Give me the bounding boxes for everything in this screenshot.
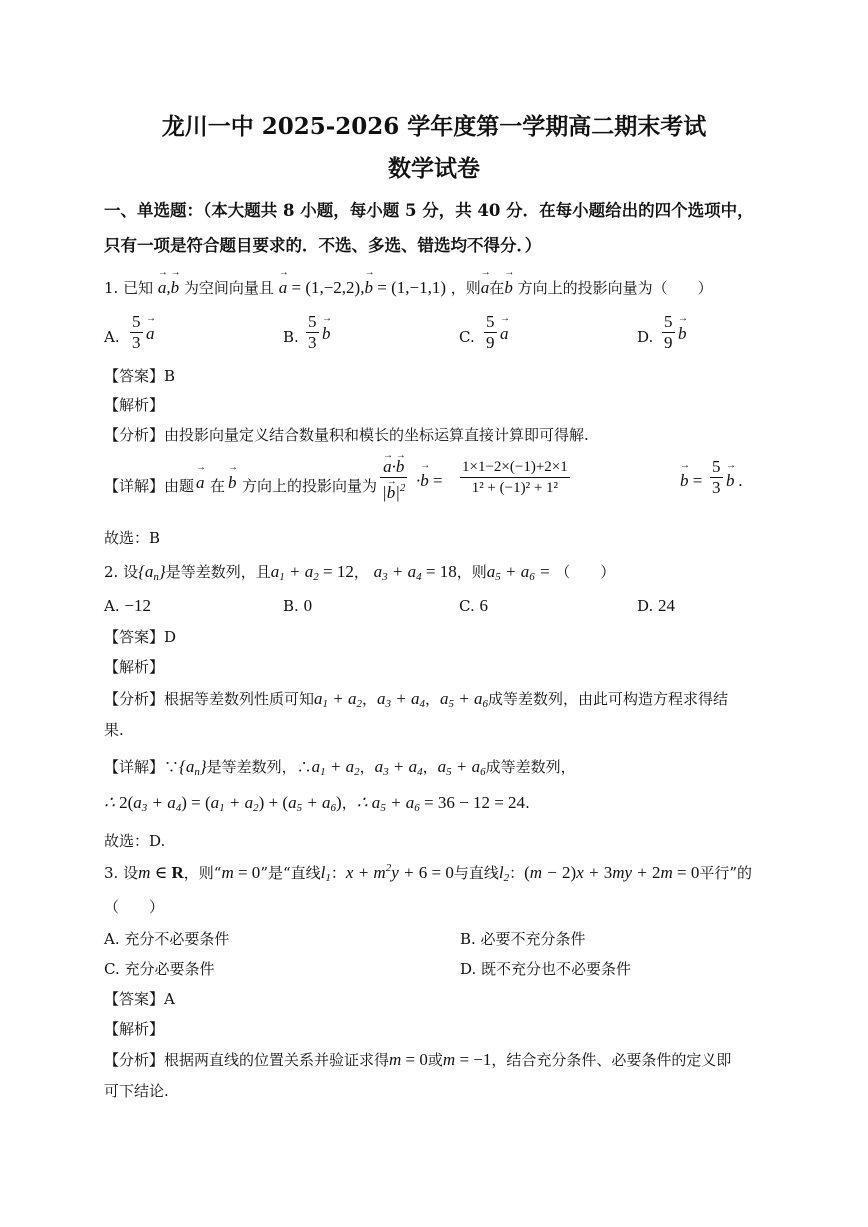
q3-analysis-heading: 【解析】 [104,1020,165,1038]
q1-conclusion: 故选：B [104,529,161,547]
q1-fenxi: 【分析】由投影向量定义结合数量积和模长的坐标运算直接计算即可得解. [104,426,589,444]
q1-vectors: → a,→ b [158,278,179,297]
q1-analysis-heading: 【解析】 [104,396,165,414]
q2-conclusion: 故选：D. [104,832,166,850]
q1-xiangjie: 【详解】由题 → a 在 → b 方向上的投影向量为 → $\frac{a\cdot\to b}{|\to b|^2}$ ·→ b = $\frac{1\times 1-2\times(-1)+2\times 1}{\text{1² + (−1)² + 1²}}$ → b = $\frac{5}{3}$ → b . [104,455,804,515]
q2-option-c: C. 6 [459,596,488,615]
q3-fenxi-line2: 可下结论. [104,1082,169,1100]
q3-option-b: B. 必要不充分条件 [460,930,586,948]
document-page: 龙川一中 2025-2026 学年度第一学期高二期末考试 数学试卷 一、单选题：（本大题共 8 小题，每小题 5 分，共 40 分．在每小题给出的四个选项中， 只有一项是符合题目要求的．不选、多选、错选均不得分．） 1. 已知 → a,→ b 为空间向量且 → a = (1,−2,2),→ b = (1,−1,1) ，则→ a在→ b 方向上的投影向量为（ ） A. $\frac{5}{3}$ → a B. $\frac{5}{3}$ → b C. $\frac{5}{9}$ → a D. $\frac{5}{9}$ → b 【答案】B 【解析】 【分析】由投影向量定义结合数量积和模长的坐标运算直接计算即可得解. 【详解】由题 → a 在 → b 方向上的投影向量为 → $\frac{a\cdot\to b}{|\to b|^2}$ ·→ b = $\frac{1\times 1-2\times(-1)+2\times 1}{\text{1² + (−1)² + 1²}}$ → b = $\frac{5}{3}$ → b . 故选：B 2. 设$\{a_n\}$是等差数列，且$a_1 + a_2 = 12$， $a_3 + a_4 = 18$，则$a_5 + a_6$ = （ ） A. −12 B. 0 C. 6 D. 24 【答案】D 【解析】 【分析】根据等差数列性质可知$a_1 + a_2$，$a_3 + a_4$，$a_5 + a_6$成等差数列，由此可构造方程求得结 果. 【详解】$\because\{a_n\}$是等差数列，$\therefore a_1 + a_2$，$a_3 + a_4$，$a_5 + a_6$成等差数列， ∴ $2(a_3 + a_4) = (a_1 + a_2) + (a_5 + a_6)$，∴ $a_5 + a_6 = 36 - 12 = 24$. 故选：D. 3. 设m ∈ R，则“m = 0”是“直线$l_1$：$x + m^2y + 6 = 0$与直线$l_2$：(m − 2)x + 3my + 2m = 0平行”的 （ ） A. 充分不必要条件 B. 必要不充分条件 C. 充分必要条件 D. 既不充分也不必要条件 【答案】A 【解析】 【分析】根据两直线的位置关系并验证求得m = 0或m = −1，结合充分条件、必要条件的定义即 可下结论. [0,0,868,1227]
section-heading-line2: 只有一项是符合题目要求的．不选、多选、错选均不得分．） [104,236,542,255]
q2-xiangjie-line1: 【详解】$\because\{a_n\}$是等差数列，$\therefore a_1 + a_2$，$a_3 + a_4$，$a_5 + a_6$成等差数列， [104,757,576,778]
q1-option-a: A. [104,328,120,346]
q2-option-b: B. 0 [283,596,313,615]
q3-stem: 3. 设m ∈ R，则“m = 0”是“直线$l_1$：$x + m^2y + 6 = 0$与直线$l_2$：(m − 2)x + 3my + 2m = 0平行”的 [104,862,753,884]
q1-answer: 【答案】B [104,367,176,385]
q2-fenxi-line1: 【分析】根据等差数列性质可知$a_1 + a_2$，$a_3 + a_4$，$a_5 + a_6$成等差数列，由此可构造方程求得结 [104,689,729,710]
q2-analysis-heading: 【解析】 [104,658,165,676]
q3-bracket: （ ） [104,898,165,916]
q3-option-a: A. 充分不必要条件 [104,930,230,948]
q2-answer: 【答案】D [104,628,177,646]
q1-option-c: C. [459,328,475,346]
q2-option-d: D. 24 [637,596,676,615]
q2-fenxi-line2: 果. [104,721,124,739]
page-subtitle: 数学试卷 [388,155,480,182]
q2-option-a: A. −12 [104,596,151,615]
q1-vector-a-value: → a = (1,−2,2),→ b = (1,−1,1) [279,278,446,297]
q3-option-d: D. 既不充分也不必要条件 [460,960,632,978]
q1-calc-fraction: $\frac{1\times 1-2\times(-1)+2\times 1}{\text{1² + (−1)² + 1²}}$ [462,459,568,496]
q2-xiangjie-line2: ∴ $2(a_3 + a_4) = (a_1 + a_2) + (a_5 + a_6)$，∴ $a_5 + a_6 = 36 - 12 = 24$. [104,793,530,814]
q1-stem: 1. 已知 → a,→ b 为空间向量且 → a = (1,−2,2),→ b = (1,−1,1) ，则→ a在→ b 方向上的投影向量为（ ） [104,277,713,298]
q1-option-b: B. [283,328,299,346]
q3-fenxi-line1: 【分析】根据两直线的位置关系并验证求得m = 0或m = −1，结合充分条件、必要条件的定义即 [104,1050,732,1069]
section-heading-line1: 一、单选题：（本大题共 8 小题，每小题 5 分，共 40 分．在每小题给出的四个选项中， [104,201,754,220]
q3-option-c: C. 充分必要条件 [104,960,215,978]
q2-stem: 2. 设$\{a_n\}$是等差数列，且$a_1 + a_2 = 12$， $a_3 + a_4 = 18$，则$a_5 + a_6$ = （ ） [104,562,616,583]
page-title: 龙川一中 2025-2026 学年度第一学期高二期末考试 [161,113,707,140]
q3-answer: 【答案】A [104,990,175,1008]
q1-projection-fraction: → $\frac{a\cdot\to b}{|\to b|^2}$ [380,457,407,503]
q1-option-d: D. [637,328,654,346]
